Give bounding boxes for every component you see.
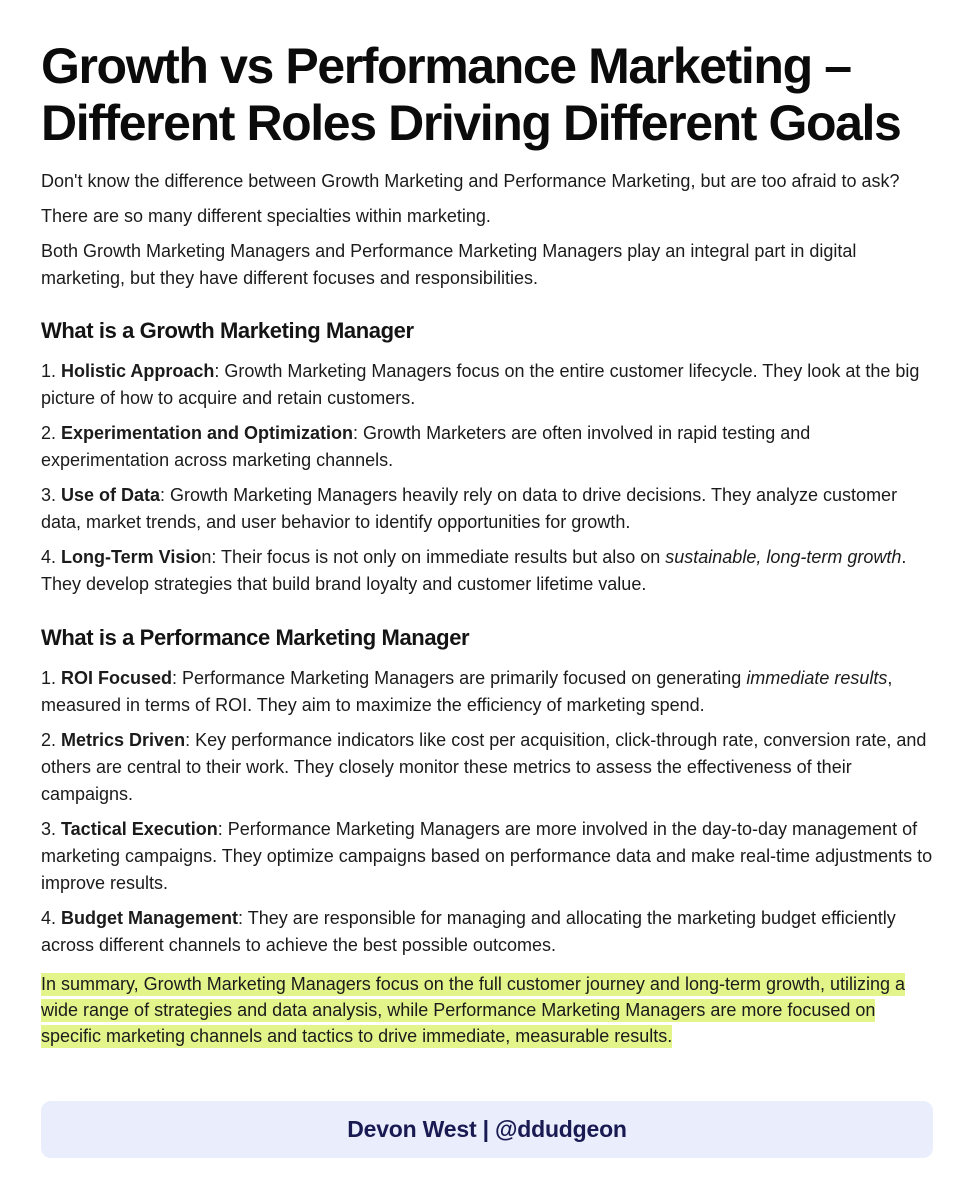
- item-number: 1.: [41, 668, 62, 688]
- intro-paragraph: There are so many different specialties within marketing.: [41, 206, 491, 226]
- item-term: ROI Focused: [61, 668, 173, 688]
- item-term: Use of Data: [61, 485, 161, 505]
- performance-item: [41, 905, 933, 959]
- item-text: , measured in terms of ROI. They aim to maximize the efficiency of marketing spend.: [41, 668, 893, 715]
- item-number: 4.: [41, 908, 62, 928]
- item-text: : Growth Marketing Managers heavily rely on data to drive decisions. They analyze customer data, market trends, and user behavior to identify opportunities for growth.: [41, 485, 898, 532]
- growth-item: [41, 544, 933, 598]
- growth-item: [41, 358, 933, 412]
- page-title: Growth vs Performance Marketing – Different Roles Driving Different Goals: [41, 38, 901, 151]
- item-number: 4.: [41, 547, 62, 567]
- performance-item: [41, 727, 933, 808]
- item-term: Tactical Execution: [61, 819, 218, 839]
- growth-item: [41, 482, 933, 536]
- item-number: 2.: [41, 423, 62, 443]
- item-text: : Growth Marketers are often involved in rapid testing and experimentation across marketing channels.: [41, 423, 811, 470]
- item-text: : Performance Marketing Managers are primarily focused on generating: [172, 668, 747, 688]
- item-term: Long-Term Visio: [61, 547, 202, 567]
- item-number: 2.: [41, 730, 62, 750]
- item-text: n: Their focus is not only on immediate results but also on: [201, 547, 666, 567]
- item-number: 3.: [41, 819, 62, 839]
- item-text: . They develop strategies that build brand loyalty and customer lifetime value.: [41, 547, 907, 594]
- item-text: : Performance Marketing Managers are more involved in the day-to-day management of marketing campaigns. They optimize campaigns based on performance data and make real-time adjustments to improve results.: [41, 819, 933, 893]
- item-number: 1.: [41, 361, 62, 381]
- item-text: : They are responsible for managing and allocating the marketing budget efficiently across different channels to achieve the best possible outcomes.: [41, 908, 896, 955]
- performance-item: [41, 665, 933, 719]
- item-emphasis: sustainable, long-term growth: [665, 547, 902, 567]
- item-term: Budget Management: [61, 908, 239, 928]
- item-term: Metrics Driven: [61, 730, 186, 750]
- growth-item: [41, 420, 933, 474]
- author-handle: Devon West | @ddudgeon: [347, 1116, 627, 1142]
- intro-paragraph: Both Growth Marketing Managers and Performance Marketing Managers play an integral part in digital marketing, but they have different focuses and responsibilities.: [41, 241, 857, 288]
- summary-highlight: In summary, Growth Marketing Managers focus on the full customer journey and long-term growth, utilizing a wide range of strategies and data analysis, while Performance Marketing Managers are more focused on specific marketing channels and tactics to drive immediate, measurable results.: [41, 974, 906, 1046]
- performance-item: [41, 816, 933, 897]
- item-text: : Growth Marketing Managers focus on the entire customer lifecycle. They look at the big picture of how to acquire and retain customers.: [41, 361, 920, 408]
- item-term: Experimentation and Optimization: [61, 423, 354, 443]
- growth-section-heading: What is a Growth Marketing Manager: [41, 318, 414, 343]
- summary-paragraph: [41, 971, 933, 1049]
- intro-paragraph: Don't know the difference between Growth Marketing and Performance Marketing, but are too afraid to ask?: [41, 171, 900, 191]
- item-emphasis: immediate results: [746, 668, 888, 688]
- item-number: 3.: [41, 485, 62, 505]
- item-term: Holistic Approach: [61, 361, 215, 381]
- performance-section-heading: What is a Performance Marketing Manager: [41, 625, 470, 650]
- author-footer: [41, 1101, 933, 1158]
- item-text: : Key performance indicators like cost per acquisition, click-through rate, conversion rate, and others are central to their work. They closely monitor these metrics to assess the effectiveness of their campaigns.: [41, 730, 927, 804]
